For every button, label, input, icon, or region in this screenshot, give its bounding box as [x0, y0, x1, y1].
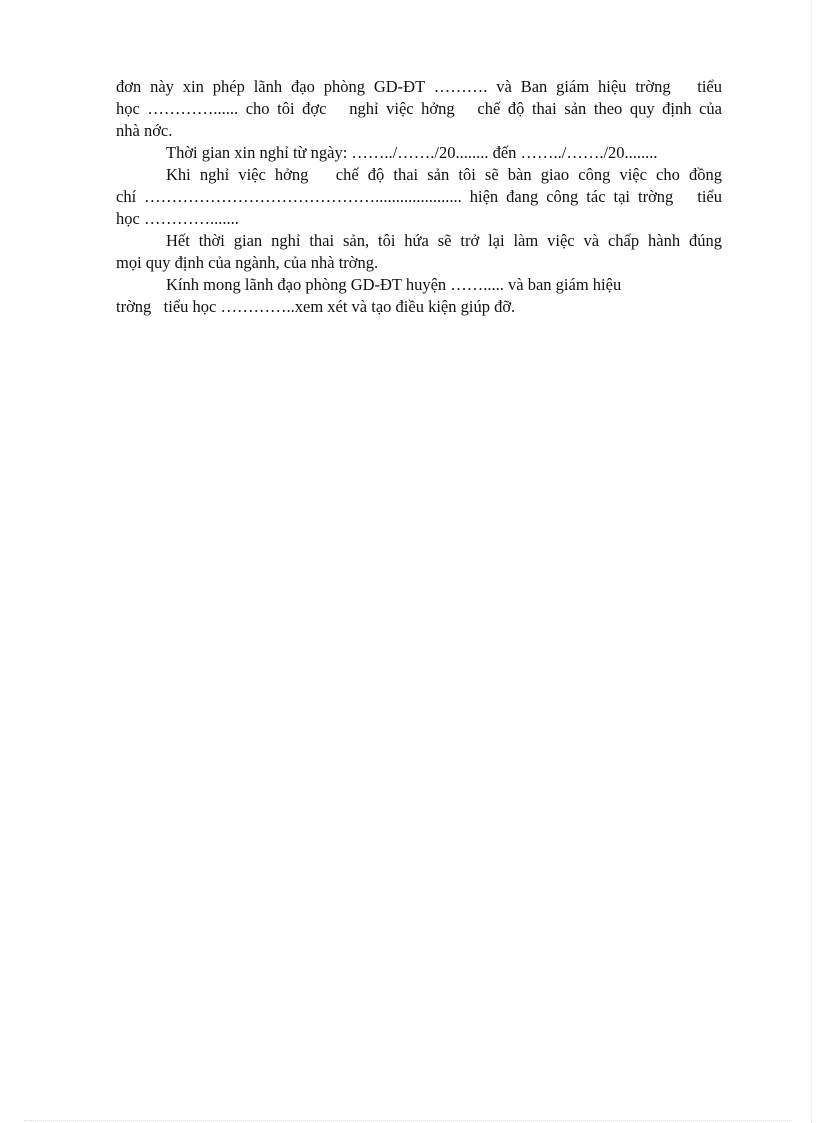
paragraph-line: Thời gian xin nghỉ từ ngày: ……../……./20........ đến ……../……./20........ — [166, 143, 658, 162]
paragraph-commitment — [116, 230, 722, 274]
page-right-border — [811, 0, 812, 1123]
paragraph-leave-period — [116, 142, 722, 164]
paragraph-handover — [116, 164, 722, 230]
document-body — [116, 76, 722, 318]
paragraph-line: học …………....... — [116, 209, 239, 228]
paragraph-line: nhà nớc. — [116, 121, 173, 140]
paragraph-line: trờng tiểu học …………..xem xét và tạo điều kiện giúp đỡ. — [116, 297, 516, 316]
paragraph-request — [116, 76, 722, 142]
paragraph-closing-request — [116, 274, 722, 318]
paragraph-line: học …………...... cho tôi đợc nghỉ việc hởng chế độ thai sản theo quy định của — [116, 99, 722, 118]
paragraph-line: đơn này xin phép lãnh đạo phòng GD-ĐT ………. và Ban giám hiệu trờng tiểu — [116, 77, 722, 96]
paragraph-line: chí ……………………………………..................... hiện đang công tác tại trờng tiểu — [116, 187, 722, 206]
page-bottom-border — [24, 1120, 792, 1121]
paragraph-line: Hết thời gian nghỉ thai sản, tôi hứa sẽ trở lại làm việc và chấp hành đúng — [166, 231, 722, 250]
paragraph-line: Kính mong lãnh đạo phòng GD-ĐT huyện ……..... và ban giám hiệu — [166, 275, 622, 294]
paragraph-line: mọi quy định của ngành, của nhà trờng. — [116, 253, 379, 272]
paragraph-line: Khi nghỉ việc hởng chế độ thai sản tôi sẽ bàn giao công việc cho đồng — [166, 165, 722, 184]
